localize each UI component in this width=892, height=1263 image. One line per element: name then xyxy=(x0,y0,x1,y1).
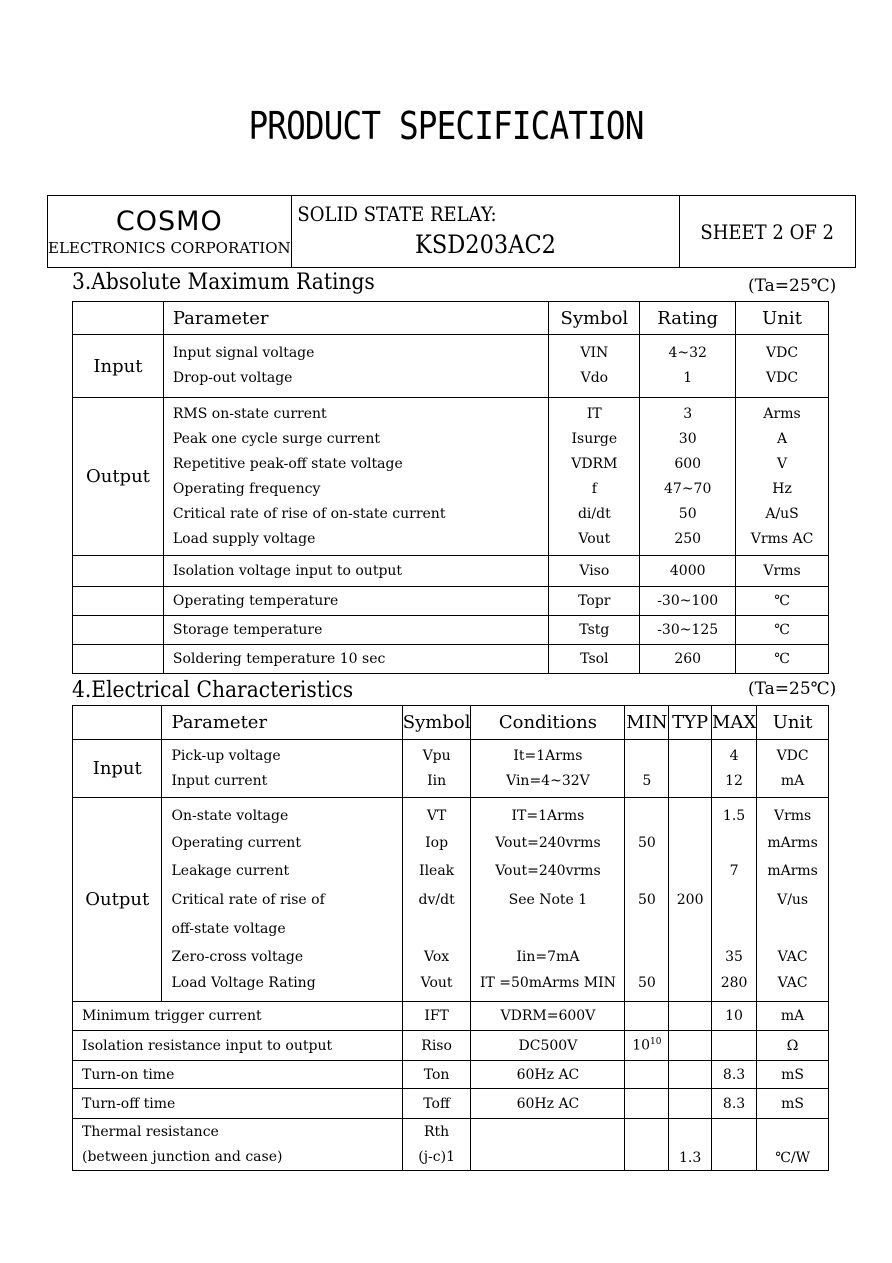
ec-conditions: It=1Arms xyxy=(513,747,583,764)
amr-rating: 3 xyxy=(683,405,693,422)
ec-symbol: Vox xyxy=(424,948,450,965)
ec-typ xyxy=(669,830,711,857)
amr-row xyxy=(73,587,829,616)
ec-unit: Vrms xyxy=(773,807,812,824)
amr-symbol: di/dt xyxy=(577,505,611,522)
amr-symbol: Topr xyxy=(549,587,640,616)
ec-min xyxy=(625,1061,669,1089)
ec-min xyxy=(625,944,668,970)
amr-condition: (Ta=25℃) xyxy=(748,276,837,296)
ec-min xyxy=(625,857,668,885)
ec-table xyxy=(72,705,829,1171)
amr-header-unit: Unit xyxy=(736,302,829,335)
ec-max xyxy=(711,1031,756,1061)
relay-label: SOLID STATE RELAY: xyxy=(297,202,497,226)
ec-max: 35 xyxy=(725,948,743,965)
ec-conditions xyxy=(471,915,624,944)
amr-unit: ℃ xyxy=(736,616,829,645)
company-name: COSMO xyxy=(115,206,223,237)
amr-rating: 47~70 xyxy=(664,480,712,497)
ec-unit: mA xyxy=(757,1002,829,1031)
ec-symbol: (j-c)1 xyxy=(418,1148,455,1165)
ec-min xyxy=(625,803,668,830)
ec-conditions: See Note 1 xyxy=(508,891,588,908)
amr-rating: 1 xyxy=(683,370,693,386)
amr-symbol: Vout xyxy=(578,530,611,547)
amr-section-title: 3.Absolute Maximum Ratings xyxy=(72,270,375,295)
ec-unit: mS xyxy=(757,1089,829,1119)
ec-typ xyxy=(669,1089,712,1119)
amr-param: Input signal voltage xyxy=(172,345,315,361)
ec-typ xyxy=(669,1061,712,1089)
ec-input-label: Input xyxy=(73,740,162,798)
ec-typ xyxy=(669,970,711,997)
amr-rating: 600 xyxy=(674,455,702,472)
company-block xyxy=(48,196,292,268)
ec-row xyxy=(73,1061,829,1089)
ec-unit: mS xyxy=(757,1061,829,1089)
page-title: PRODUCT SPECIFICATION xyxy=(248,104,644,148)
amr-row xyxy=(73,616,829,645)
ec-row xyxy=(73,1031,829,1061)
ec-conditions: Vin=4~32V xyxy=(506,772,590,789)
ec-unit: mArms xyxy=(767,862,818,879)
ec-max xyxy=(712,885,756,915)
ec-unit: VAC xyxy=(777,974,808,991)
amr-rating: -30~100 xyxy=(640,587,736,616)
ec-conditions: VDRM=600V xyxy=(471,1002,625,1031)
ec-unit: V/us xyxy=(777,891,809,908)
ec-header-unit: Unit xyxy=(757,706,829,740)
ec-param: Zero-cross voltage xyxy=(171,948,304,965)
ec-unit xyxy=(757,915,828,944)
ec-section-title: 4.Electrical Characteristics xyxy=(72,678,354,703)
ec-param: On-state voltage xyxy=(171,807,289,824)
amr-symbol: Tsol xyxy=(549,645,640,674)
ec-header-max: MAX xyxy=(711,706,756,740)
amr-unit: VDC xyxy=(766,370,799,386)
amr-symbol: IT xyxy=(586,405,602,422)
ec-symbol: Vout xyxy=(420,974,453,991)
amr-row xyxy=(73,645,829,674)
ec-param: Isolation resistance input to output xyxy=(73,1031,403,1061)
amr-unit: Vrms AC xyxy=(750,530,814,547)
amr-unit: Hz xyxy=(772,480,792,497)
ec-min-value: 10 xyxy=(632,1037,651,1054)
ec-typ: 200 xyxy=(676,891,704,908)
ec-min xyxy=(625,744,668,769)
amr-rating: 4000 xyxy=(640,556,736,587)
ec-row xyxy=(73,1002,829,1031)
ec-param: Load Voltage Rating xyxy=(171,974,316,991)
ec-symbol: Iop xyxy=(425,834,449,851)
ec-conditions: DC500V xyxy=(471,1031,625,1061)
ec-conditions: Iin=7mA xyxy=(516,948,580,965)
amr-unit: A/uS xyxy=(765,505,799,522)
ec-symbol: Ileak xyxy=(419,862,455,879)
ec-unit: VAC xyxy=(777,948,808,965)
product-block xyxy=(291,196,679,268)
ec-min xyxy=(625,1031,669,1061)
amr-symbol: Vdo xyxy=(580,370,609,386)
amr-symbol: Isurge xyxy=(571,430,618,447)
amr-table xyxy=(72,301,829,674)
ec-min xyxy=(625,1089,669,1119)
company-subtitle: ELECTRONICS CORPORATION xyxy=(48,239,291,257)
ec-symbol: Riso xyxy=(402,1031,471,1061)
ec-typ xyxy=(669,1031,712,1061)
amr-param: Load supply voltage xyxy=(172,530,316,547)
amr-param: Repetitive peak-off state voltage xyxy=(172,455,403,472)
amr-param: Isolation voltage input to output xyxy=(163,556,549,587)
ec-min: 50 xyxy=(637,974,656,991)
ec-max: 280 xyxy=(720,974,748,991)
ec-unit: ℃/W xyxy=(757,1119,829,1171)
ec-max: 7 xyxy=(729,862,739,879)
ec-param: Critical rate of rise of xyxy=(171,891,325,908)
ec-max: 10 xyxy=(711,1002,756,1031)
ec-output-label: Output xyxy=(73,798,162,1002)
amr-unit: VDC xyxy=(766,345,799,361)
ec-param: Minimum trigger current xyxy=(73,1002,403,1031)
ec-output-group xyxy=(73,798,829,1002)
amr-param: Operating temperature xyxy=(163,587,549,616)
ec-param: Thermal resistance xyxy=(82,1123,219,1140)
ec-row-thermal xyxy=(73,1119,829,1171)
ec-min: 50 xyxy=(637,834,656,851)
ec-typ xyxy=(669,857,711,885)
amr-rating: 250 xyxy=(674,530,702,547)
ec-min: 5 xyxy=(642,772,652,789)
ec-conditions: Vout=240vrms xyxy=(495,862,601,879)
amr-param: RMS on-state current xyxy=(172,405,327,422)
sheet-number: SHEET 2 OF 2 xyxy=(688,196,847,268)
ec-param: Input current xyxy=(171,772,268,789)
ec-symbol: Ton xyxy=(402,1061,471,1089)
ec-param: Turn-off time xyxy=(73,1089,403,1119)
ec-row xyxy=(73,1089,829,1119)
amr-symbol: VIN xyxy=(580,345,609,361)
amr-param: Soldering temperature 10 sec xyxy=(163,645,549,674)
amr-input-group xyxy=(73,335,829,398)
ec-unit: VDC xyxy=(776,747,809,764)
amr-rating: 260 xyxy=(640,645,736,674)
amr-unit: ℃ xyxy=(736,587,829,616)
ec-typ xyxy=(669,944,711,970)
ec-header-min: MIN xyxy=(625,706,669,740)
ec-symbol: Rth xyxy=(424,1123,450,1140)
ec-symbol: Iin xyxy=(427,772,447,789)
amr-row xyxy=(73,556,829,587)
amr-output-label: Output xyxy=(73,398,164,556)
model-number: KSD203AC2 xyxy=(414,230,556,259)
ec-typ xyxy=(669,1002,712,1031)
ec-param: off-state voltage xyxy=(171,920,286,937)
ec-max: 12 xyxy=(725,772,743,789)
ec-input-group xyxy=(73,740,829,798)
ec-symbol: Toff xyxy=(402,1089,471,1119)
ec-header-typ: TYP xyxy=(669,706,712,740)
ec-conditions: IT =50mArms MIN xyxy=(479,974,616,991)
amr-header-symbol: Symbol xyxy=(549,302,640,335)
amr-output-group xyxy=(73,398,829,556)
ec-conditions: Vout=240vrms xyxy=(495,834,601,851)
ec-unit: mArms xyxy=(767,834,818,851)
ec-symbol: dv/dt xyxy=(418,891,455,908)
amr-rating: -30~125 xyxy=(640,616,736,645)
document-header xyxy=(47,195,856,268)
amr-header-parameter: Parameter xyxy=(163,302,549,335)
ec-header-symbol: Symbol xyxy=(402,706,471,740)
ec-conditions: 60Hz AC xyxy=(471,1061,625,1089)
ec-typ xyxy=(669,769,711,794)
ec-max: 8.3 xyxy=(711,1061,756,1089)
ec-max: 4 xyxy=(729,747,739,764)
ec-min-exponent: 10 xyxy=(650,1037,662,1048)
ec-max xyxy=(712,830,756,857)
ec-condition: (Ta=25℃) xyxy=(748,679,837,699)
ec-symbol: IFT xyxy=(402,1002,471,1031)
amr-param: Critical rate of rise of on-state current xyxy=(172,505,446,522)
ec-symbol: Vpu xyxy=(422,747,451,764)
ec-param: Operating current xyxy=(171,834,301,851)
amr-rating: 30 xyxy=(678,430,697,447)
ec-symbol: VT xyxy=(426,807,447,824)
ec-conditions: 60Hz AC xyxy=(471,1089,625,1119)
ec-param: Pick-up voltage xyxy=(171,747,281,764)
amr-input-label: Input xyxy=(73,335,164,398)
amr-unit: ℃ xyxy=(736,645,829,674)
ec-min xyxy=(625,1002,669,1031)
ec-typ xyxy=(669,744,711,769)
ec-header-parameter: Parameter xyxy=(162,706,402,740)
ec-max xyxy=(712,915,756,944)
amr-unit: Vrms xyxy=(736,556,829,587)
amr-unit: Arms xyxy=(763,405,801,422)
ec-symbol xyxy=(403,915,471,944)
ec-param: (between junction and case) xyxy=(82,1148,283,1165)
ec-unit: mA xyxy=(780,772,805,789)
ec-min: 50 xyxy=(637,891,656,908)
ec-header-conditions: Conditions xyxy=(471,706,625,740)
amr-header-rating: Rating xyxy=(640,302,736,335)
amr-symbol: Viso xyxy=(549,556,640,587)
ec-typ xyxy=(669,803,711,830)
amr-param: Storage temperature xyxy=(163,616,549,645)
amr-symbol: Tstg xyxy=(549,616,640,645)
ec-typ xyxy=(669,915,711,944)
ec-min xyxy=(625,915,668,944)
ec-typ: 1.3 xyxy=(669,1119,712,1171)
amr-param: Drop-out voltage xyxy=(172,370,293,386)
amr-symbol: f xyxy=(591,480,597,497)
amr-rating: 4~32 xyxy=(668,345,707,361)
amr-rating: 50 xyxy=(678,505,697,522)
amr-symbol: VDRM xyxy=(571,455,618,472)
amr-unit: V xyxy=(776,455,788,472)
ec-param: Turn-on time xyxy=(73,1061,403,1089)
amr-param: Peak one cycle surge current xyxy=(172,430,380,447)
amr-unit: A xyxy=(776,430,788,447)
ec-param: Leakage current xyxy=(171,862,290,879)
ec-max: 8.3 xyxy=(711,1089,756,1119)
amr-param: Operating frequency xyxy=(172,480,321,497)
ec-conditions: IT=1Arms xyxy=(511,807,585,824)
ec-unit: Ω xyxy=(757,1031,829,1061)
ec-max: 1.5 xyxy=(722,807,746,824)
